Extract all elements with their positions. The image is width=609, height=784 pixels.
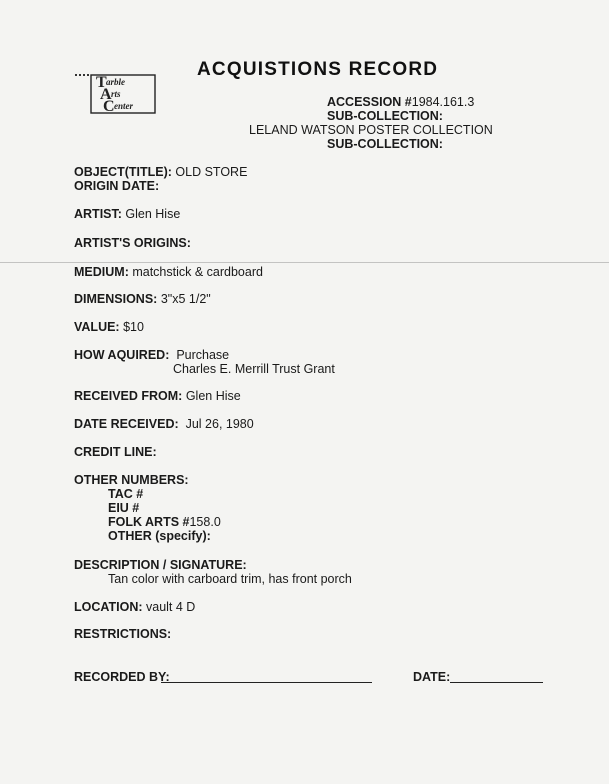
- medium-value: matchstick & cardboard: [132, 265, 263, 279]
- recorded-by-signature-line: [161, 682, 372, 683]
- svg-text:rts: rts: [111, 89, 121, 99]
- svg-text:C: C: [103, 98, 115, 114]
- description-signature-label: DESCRIPTION / SIGNATURE:: [74, 558, 247, 572]
- received-from-value: Glen Hise: [185, 389, 241, 403]
- received-from-label: RECEIVED FROM:: [74, 389, 183, 403]
- svg-text:T: T: [96, 74, 107, 91]
- page-title: ACQUISTIONS RECORD: [197, 59, 439, 80]
- object-title-field: [74, 165, 247, 179]
- credit-line-label: CREDIT LINE:: [74, 445, 157, 459]
- date-signature-line: [450, 682, 543, 683]
- accession-label: ACCESSION #: [327, 95, 412, 109]
- restrictions-label: RESTRICTIONS:: [74, 627, 172, 641]
- value-field: [74, 320, 144, 334]
- svg-text:enter: enter: [114, 101, 133, 111]
- svg-text:arble: arble: [106, 77, 125, 87]
- artists-origins-label: ARTIST'S ORIGINS:: [74, 236, 191, 250]
- location-value: vault 4 D: [146, 600, 196, 614]
- origin-date-label: ORIGIN DATE:: [74, 179, 160, 193]
- value-value: $10: [123, 320, 144, 334]
- medium-label: MEDIUM:: [74, 265, 129, 279]
- accession-line: [327, 95, 474, 109]
- recorded-by-label: RECORDED BY:: [74, 670, 170, 684]
- logo-mark-dots: [75, 74, 89, 78]
- dimensions-value: 3"x5 1/2": [160, 292, 211, 306]
- location-field: [74, 600, 195, 614]
- folk-arts-label: FOLK ARTS #: [108, 515, 190, 529]
- sub-collection-label-2: SUB-COLLECTION:: [327, 137, 443, 151]
- artist-value: Glen Hise: [125, 207, 181, 221]
- location-label: LOCATION:: [74, 600, 143, 614]
- folk-arts-field: [108, 515, 221, 529]
- date-received-field: [74, 417, 254, 431]
- date-received-label: DATE RECEIVED:: [74, 417, 179, 431]
- received-from-field: [74, 389, 241, 403]
- how-acquired-value: Purchase: [176, 348, 230, 362]
- other-specify-label: OTHER (specify):: [108, 529, 211, 543]
- accession-value: 1984.161.3: [411, 95, 475, 109]
- how-acquired-grant: Charles E. Merrill Trust Grant: [173, 362, 335, 376]
- dimensions-label: DIMENSIONS:: [74, 292, 158, 306]
- tac-label: TAC #: [108, 487, 144, 501]
- date-label: DATE:: [413, 670, 451, 684]
- eiu-label: EIU #: [108, 501, 140, 515]
- date-received-value: Jul 26, 1980: [185, 417, 254, 431]
- dimensions-field: [74, 292, 211, 306]
- value-label: VALUE:: [74, 320, 120, 334]
- how-acquired-field: [74, 348, 229, 362]
- object-title-value: OLD STORE: [175, 165, 248, 179]
- sub-collection-value: LELAND WATSON POSTER COLLECTION: [249, 123, 493, 137]
- object-title-label: OBJECT(TITLE):: [74, 165, 172, 179]
- tarble-arts-center-logo: [90, 74, 156, 114]
- folk-arts-value: 158.0: [189, 515, 221, 529]
- how-acquired-label: HOW AQUIRED:: [74, 348, 170, 362]
- artist-field: [74, 207, 180, 221]
- artist-label: ARTIST:: [74, 207, 122, 221]
- other-numbers-label: OTHER NUMBERS:: [74, 473, 189, 487]
- svg-text:A: A: [100, 86, 112, 103]
- scan-fold-line: [0, 262, 609, 263]
- medium-field: [74, 265, 263, 279]
- sub-collection-label-1: SUB-COLLECTION:: [327, 109, 443, 123]
- description-value: Tan color with carboard trim, has front porch: [108, 572, 352, 586]
